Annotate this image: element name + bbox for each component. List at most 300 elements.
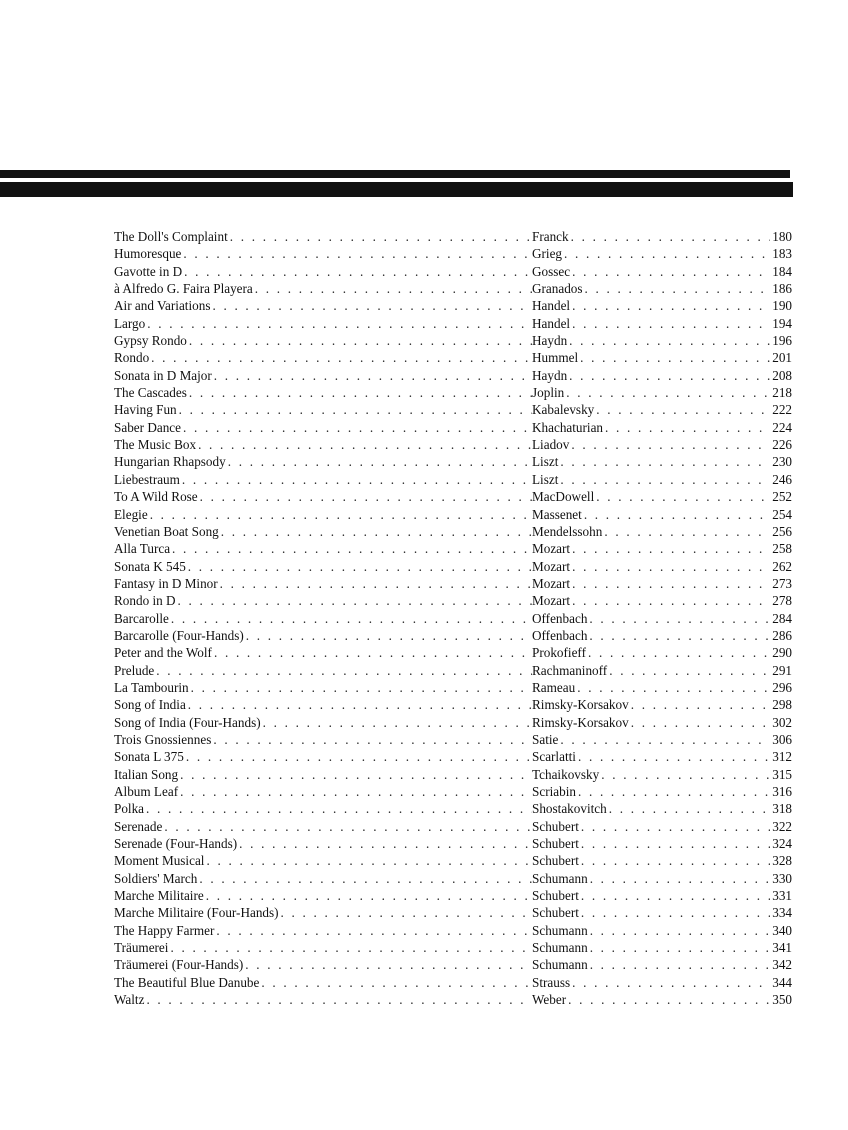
piece-title: Prelude [114,662,155,678]
toc-composer-column [532,332,792,349]
piece-title: The Happy Farmer [114,922,215,938]
dot-leader [603,419,770,436]
toc-title-column [114,228,532,245]
composer-name: Liszt [532,454,559,470]
toc-composer-column [532,662,792,679]
dot-leader [181,245,532,262]
piece-title: La Tambourin [114,679,189,695]
composer-name: Satie [532,731,559,747]
toc-composer-column [532,818,792,835]
page-number: 201 [772,350,792,366]
toc-title-column [114,679,532,696]
page-number: 186 [772,281,792,297]
toc-entry [114,644,792,661]
toc-title-column [114,939,532,956]
toc-composer-column [532,315,792,332]
dot-leader [144,991,532,1008]
toc-title-column [114,575,532,592]
toc-title-column [114,367,532,384]
toc-title-column [114,852,532,869]
piece-title: Humoresque [114,246,182,262]
dot-leader [148,506,532,523]
piece-title: The Beautiful Blue Danube [114,974,260,990]
piece-title: Gypsy Rondo [114,333,187,349]
toc-composer-column [532,991,792,1008]
composer-name: Tchaikovsky [532,766,600,782]
piece-title: Air and Variations [114,298,211,314]
toc-title-column [114,696,532,713]
toc-composer-column [532,939,792,956]
dot-leader [170,540,532,557]
dot-leader [579,852,770,869]
dot-leader [189,679,532,696]
piece-title: Marche Militaire (Four-Hands) [114,905,279,921]
composer-name: Schubert [532,888,579,904]
dot-leader [578,349,770,366]
toc-composer-column [532,523,792,540]
toc-composer-column [532,974,792,991]
composer-name: Schubert [532,905,579,921]
toc-title-column [114,332,532,349]
toc-title-column [114,523,532,540]
composer-name: Shostakovitch [532,801,607,817]
composer-name: Handel [532,298,571,314]
dot-leader [253,280,532,297]
dot-leader [607,662,770,679]
toc-composer-column [532,506,792,523]
dot-leader [579,904,770,921]
page-number: 315 [772,766,792,782]
toc-entry [114,488,792,505]
dot-leader [587,627,770,644]
dot-leader [588,870,770,887]
page-number: 208 [772,367,792,383]
toc-composer-column [532,540,792,557]
page-number: 254 [772,506,792,522]
dot-leader [182,263,532,280]
toc-composer-column [532,887,792,904]
composer-name: Kabalevsky [532,402,595,418]
piece-title: Rondo in D [114,593,176,609]
dot-leader [570,558,770,575]
piece-title: Träumerei (Four-Hands) [114,957,244,973]
composer-name: Mozart [532,593,571,609]
page-number: 183 [772,246,792,262]
dot-leader [204,852,532,869]
dot-leader [602,523,770,540]
dot-leader [594,488,770,505]
composer-name: Haydn [532,333,568,349]
piece-title: Barcarolle (Four-Hands) [114,627,244,643]
dot-leader [558,471,770,488]
piece-title: Liebestraum [114,471,180,487]
dot-leader [570,592,770,609]
page-number: 218 [772,385,792,401]
page-number: 330 [772,870,792,886]
page-number: 298 [772,697,792,713]
page-number: 324 [772,836,792,852]
dot-leader [219,523,532,540]
toc-title-column [114,540,532,557]
dot-leader [562,245,770,262]
page-number: 230 [772,454,792,470]
composer-name: Strauss [532,974,571,990]
toc-title-column [114,471,532,488]
dot-leader [564,384,770,401]
dot-leader [169,610,532,627]
dot-leader [566,991,770,1008]
dot-leader [567,332,770,349]
composer-name: Massenet [532,506,582,522]
toc-entry [114,436,792,453]
dot-leader [583,280,770,297]
toc-composer-column [532,592,792,609]
piece-title: The Doll's Complaint [114,229,228,244]
piece-title: Sonata L 375 [114,749,184,765]
toc-title-column [114,280,532,297]
toc-title-column [114,818,532,835]
toc-composer-column [532,766,792,783]
piece-title: à Alfredo G. Faira Playera [114,281,253,297]
page-number: 312 [772,749,792,765]
page-number: 246 [772,471,792,487]
dot-leader [588,956,770,973]
toc-composer-column [532,419,792,436]
page-number: 350 [772,992,792,1008]
dot-leader [180,471,532,488]
dot-leader [168,939,532,956]
toc-title-column [114,419,532,436]
dot-leader [212,367,532,384]
dot-leader [212,644,532,661]
toc-entry [114,453,792,470]
toc-title-column [114,783,532,800]
dot-leader [154,662,532,679]
dot-leader [579,835,770,852]
page-number: 258 [772,541,792,557]
dot-leader [261,714,532,731]
dot-leader [259,974,532,991]
dot-leader [599,766,770,783]
toc-title-column [114,956,532,973]
dot-leader [570,315,770,332]
toc-title-column [114,991,532,1008]
dot-leader [607,800,770,817]
toc-entry [114,263,792,280]
dot-leader [226,453,532,470]
toc-title-column [114,297,532,314]
dot-leader [594,401,770,418]
toc-entry [114,714,792,731]
piece-title: Largo [114,315,146,331]
dot-leader [187,332,532,349]
header-rule-thin [0,170,790,178]
composer-name: Mozart [532,558,571,574]
dot-leader [576,783,770,800]
dot-leader [588,939,770,956]
toc-composer-column [532,835,792,852]
dot-leader [570,297,770,314]
composer-name: Mozart [532,541,571,557]
piece-title: Träumerei [114,940,169,956]
dot-leader [187,384,532,401]
toc-entry [114,800,792,817]
composer-name: Rimsky-Korsakov [532,714,629,730]
dot-leader [149,349,532,366]
toc-entry [114,280,792,297]
toc-entry [114,349,792,366]
page-number: 341 [772,940,792,956]
piece-title: Sonata K 545 [114,558,186,574]
toc-title-column [114,835,532,852]
toc-composer-column [532,644,792,661]
dot-leader [579,887,770,904]
composer-name: Grieg [532,246,563,262]
toc-entry [114,696,792,713]
dot-leader [162,818,532,835]
composer-name: Franck [532,229,569,244]
dot-leader [586,644,770,661]
toc-entry [114,679,792,696]
toc-entry [114,887,792,904]
toc-entry [114,662,792,679]
toc-composer-column [532,904,792,921]
piece-title: Having Fun [114,402,177,418]
toc-entry [114,523,792,540]
dot-leader [567,367,770,384]
page-number: 328 [772,853,792,869]
composer-name: Scarlatti [532,749,576,765]
toc-title-column [114,436,532,453]
page-number: 331 [772,888,792,904]
dot-leader [569,436,770,453]
toc-entry [114,245,792,262]
composer-name: Joplin [532,385,565,401]
composer-name: Offenbach [532,610,588,626]
piece-title: Sonata in D Major [114,367,212,383]
dot-leader [144,800,532,817]
page-number: 306 [772,731,792,747]
dot-leader [186,558,532,575]
toc-entry [114,315,792,332]
piece-title: To A Wild Rose [114,489,198,505]
toc-title-column [114,488,532,505]
piece-title: Saber Dance [114,419,181,435]
toc-composer-column [532,679,792,696]
toc-entry [114,904,792,921]
toc-entry [114,471,792,488]
toc-title-column [114,263,532,280]
dot-leader [204,887,532,904]
piece-title: Song of India [114,697,186,713]
page-number: 224 [772,419,792,435]
page-number: 302 [772,714,792,730]
toc-title-column [114,384,532,401]
composer-name: Rimsky-Korsakov [532,697,629,713]
composer-name: Rameau [532,679,576,695]
piece-title: Moment Musical [114,853,205,869]
piece-title: Peter and the Wolf [114,645,212,661]
dot-leader [178,783,532,800]
toc-title-column [114,870,532,887]
toc-title-column [114,315,532,332]
toc-entry [114,748,792,765]
page-number: 194 [772,315,792,331]
composer-name: Mozart [532,575,571,591]
toc-entry [114,835,792,852]
toc-entry [114,419,792,436]
toc-entry [114,558,792,575]
page-number: 180 [772,229,792,244]
toc-composer-column [532,401,792,418]
toc-title-column [114,627,532,644]
toc-entry [114,818,792,835]
dot-leader [184,748,532,765]
composer-name: Schumann [532,922,588,938]
dot-leader [558,731,770,748]
toc-title-column [114,731,532,748]
toc-title-column [114,592,532,609]
page-number: 262 [772,558,792,574]
toc-composer-column [532,748,792,765]
composer-name: Gossec [532,263,571,279]
dot-leader [214,922,532,939]
page-number: 316 [772,784,792,799]
dot-leader [279,904,532,921]
piece-title: Barcarolle [114,610,169,626]
piece-title: Elegie [114,506,148,522]
toc-title-column [114,506,532,523]
toc-title-column [114,887,532,904]
toc-composer-column [532,870,792,887]
dot-leader [228,228,532,245]
composer-name: Rachmaninoff [532,662,608,678]
page-number: 290 [772,645,792,661]
toc-title-column [114,766,532,783]
toc-title-column [114,974,532,991]
toc-entry [114,627,792,644]
dot-leader [186,696,532,713]
piece-title: Serenade (Four-Hands) [114,836,238,852]
piece-title: Album Leaf [114,784,179,799]
piece-title: Fantasy in D Minor [114,575,218,591]
toc-entry [114,367,792,384]
piece-title: The Cascades [114,385,187,401]
toc-title-column [114,922,532,939]
dot-leader [588,922,770,939]
page-number: 291 [772,662,792,678]
toc-composer-column [532,297,792,314]
composer-name: Mendelssohn [532,523,603,539]
page-number: 322 [772,818,792,834]
dot-leader [211,731,532,748]
toc-entry [114,575,792,592]
toc-title-column [114,453,532,470]
piece-title: Song of India (Four-Hands) [114,714,261,730]
toc-composer-column [532,956,792,973]
page-number: 344 [772,974,792,990]
toc-entry [114,401,792,418]
piece-title: Venetian Boat Song [114,523,219,539]
dot-leader [629,696,770,713]
composer-name: Liszt [532,471,559,487]
toc-composer-column [532,367,792,384]
composer-name: Offenbach [532,627,588,643]
toc-composer-column [532,349,792,366]
composer-name: Granados [532,281,583,297]
toc-entry [114,870,792,887]
piece-title: Gavotte in D [114,263,183,279]
composer-name: Schubert [532,818,579,834]
dot-leader [569,228,770,245]
dot-leader [570,540,770,557]
composer-name: Weber [532,992,567,1008]
piece-title: Waltz [114,992,145,1008]
composer-name: Schumann [532,870,588,886]
page-number: 286 [772,627,792,643]
dot-leader [587,610,770,627]
toc-composer-column [532,852,792,869]
dot-leader [570,263,770,280]
toc-composer-column [532,228,792,245]
toc-entry [114,766,792,783]
toc-entry [114,991,792,1008]
toc-composer-column [532,922,792,939]
piece-title: Soldiers' March [114,870,198,886]
toc-composer-column [532,558,792,575]
dot-leader [570,575,770,592]
dot-leader [181,419,532,436]
page-number: 256 [772,523,792,539]
page-number: 222 [772,402,792,418]
toc-entry [114,540,792,557]
toc-title-column [114,349,532,366]
toc-composer-column [532,800,792,817]
dot-leader [210,297,532,314]
dot-leader [243,956,532,973]
dot-leader [178,766,532,783]
toc-composer-column [532,384,792,401]
page-number: 226 [772,437,792,453]
composer-name: Schubert [532,853,579,869]
piece-title: Hungarian Rhapsody [114,454,226,470]
dot-leader [237,835,532,852]
piece-title: Marche Militaire [114,888,204,904]
dot-leader [582,506,770,523]
page-number: 196 [772,333,792,349]
toc-composer-column [532,714,792,731]
toc-composer-column [532,436,792,453]
composer-name: Khachaturian [532,419,604,435]
page-number: 184 [772,263,792,279]
dot-leader [197,870,532,887]
toc-entry [114,922,792,939]
toc-composer-column [532,245,792,262]
toc-entry [114,852,792,869]
page-number: 284 [772,610,792,626]
toc-entry [114,956,792,973]
toc-entry [114,384,792,401]
toc-entry [114,228,792,245]
toc-entry [114,506,792,523]
page-number: 252 [772,489,792,505]
composer-name: Hummel [532,350,579,366]
piece-title: Polka [114,801,145,817]
dot-leader [145,315,532,332]
toc-composer-column [532,263,792,280]
dot-leader [629,714,770,731]
composer-name: Schumann [532,940,588,956]
